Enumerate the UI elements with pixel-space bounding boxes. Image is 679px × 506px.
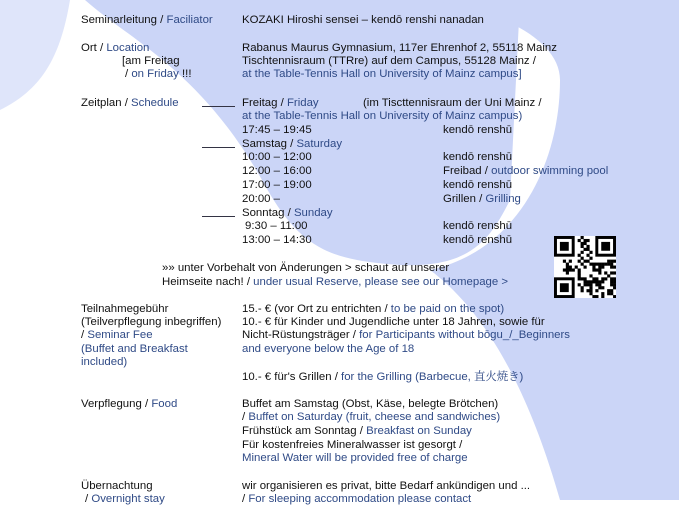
- schedule-label: Zeitplan / Schedule: [81, 97, 179, 109]
- sunday-act-2: kendō renshū: [443, 234, 513, 246]
- sunday-heading: Sonntag / Sunday: [242, 207, 333, 219]
- food-line-1: Buffet am Samstag (Obst, Käse, belegte Brötchen): [242, 398, 499, 410]
- food-line-2: / Buffet on Saturday (fruit, cheese and sandwiches): [242, 411, 501, 423]
- food-line-3: Frühstück am Sonntag / Breakfast on Sunday: [242, 425, 472, 437]
- food-line-5: Mineral Water will be provided free of charge: [242, 452, 468, 464]
- fee-line-3: Nicht-Rüstungsträger / for Participants without bōgu_/_Beginners: [242, 329, 570, 341]
- fee-label-de-1: Teilnahmegebühr: [81, 303, 169, 315]
- sunday-act-1: kendō renshū: [443, 220, 513, 232]
- friday-heading: Freitag / Friday: [242, 97, 319, 109]
- friday-time-1: 17:45 – 19:45: [242, 124, 312, 136]
- fee-label-de-2: (Teilverpflegung inbegriffen): [81, 316, 222, 328]
- saturday-heading: Samstag / Saturday: [242, 138, 343, 150]
- stay-line-2: / For sleeping accommodation please contact: [242, 493, 472, 505]
- friday-note-en: at the Table-Tennis Hall on University of Mainz campus): [242, 110, 523, 122]
- schedule-notice-2: Heimseite nach! / under usual Reserve, please see our Homepage >: [162, 276, 509, 288]
- saturday-act-1: kendō renshū: [443, 151, 513, 163]
- saturday-act-4: Grillen / Grilling: [443, 193, 521, 205]
- location-line-1: Rabanus Maurus Gymnasium, 117er Ehrenhof 2, 55118 Mainz: [242, 42, 557, 54]
- facilitator-value: KOZAKI Hiroshi sensei – kendō renshi nanadan: [242, 14, 484, 26]
- fee-line-5: 10.- € für's Grillen / for the Grilling (Barbecue, 直火焼き): [242, 371, 524, 383]
- location-line-2: Tischtennisraum (TTRre) auf dem Campus, 55128 Mainz /: [242, 55, 536, 67]
- fee-label-en-2: (Buffet and Breakfast: [81, 343, 188, 355]
- schedule-notice-1: »» unter Vorbehalt von Änderungen > schaut auf unserer: [162, 262, 450, 274]
- saturday-act-3: kendō renshū: [443, 179, 513, 191]
- saturday-time-3: 17:00 – 19:00: [242, 179, 312, 191]
- sunday-time-1: 9:30 – 11:00: [245, 220, 308, 232]
- saturday-time-1: 10:00 – 12:00: [242, 151, 312, 163]
- food-line-4: Für kostenfreies Mineralwasser ist gesorgt /: [242, 439, 463, 451]
- location-note-de: [am Freitag: [122, 55, 180, 67]
- friday-note-de: (im Tiscttennisraum der Uni Mainz /: [363, 97, 542, 109]
- fee-line-4: and everyone below the Age of 18: [242, 343, 415, 355]
- qr-code-icon[interactable]: [554, 236, 616, 298]
- location-label: Ort / Location: [81, 42, 150, 54]
- fee-label-en-3: included): [81, 356, 128, 368]
- sunday-divider: [202, 216, 235, 217]
- stay-label: Übernachtung: [81, 480, 153, 492]
- location-note-en: / on Friday !!!: [125, 68, 192, 80]
- saturday-act-2: Freibad / outdoor swimming pool: [443, 165, 609, 177]
- fee-line-1: 15.- € (vor Ort zu entrichten / to be paid on the spot): [242, 303, 505, 315]
- saturday-time-2: 12:00 – 16:00: [242, 165, 312, 177]
- friday-act-1: kendō renshū: [443, 124, 513, 136]
- stay-label-en: / Overnight stay: [85, 493, 165, 505]
- saturday-time-4: 20:00 –: [242, 193, 281, 205]
- fee-line-2: 10.- € für Kinder und Jugendliche unter 18 Jahren, sowie für: [242, 316, 545, 328]
- food-label: Verpflegung / Food: [81, 398, 178, 410]
- sunday-time-2: 13:00 – 14:30: [242, 234, 312, 246]
- stay-line-1: wir organisieren es privat, bitte Bedarf ankündigen und ...: [242, 480, 531, 492]
- fee-label-en: / Seminar Fee: [81, 329, 153, 341]
- friday-divider: [202, 106, 235, 107]
- facilitator-label: Seminarleitung / Faciliator: [81, 14, 213, 26]
- saturday-divider: [202, 147, 235, 148]
- location-line-3: at the Table-Tennis Hall on University of Mainz campus]: [242, 68, 522, 80]
